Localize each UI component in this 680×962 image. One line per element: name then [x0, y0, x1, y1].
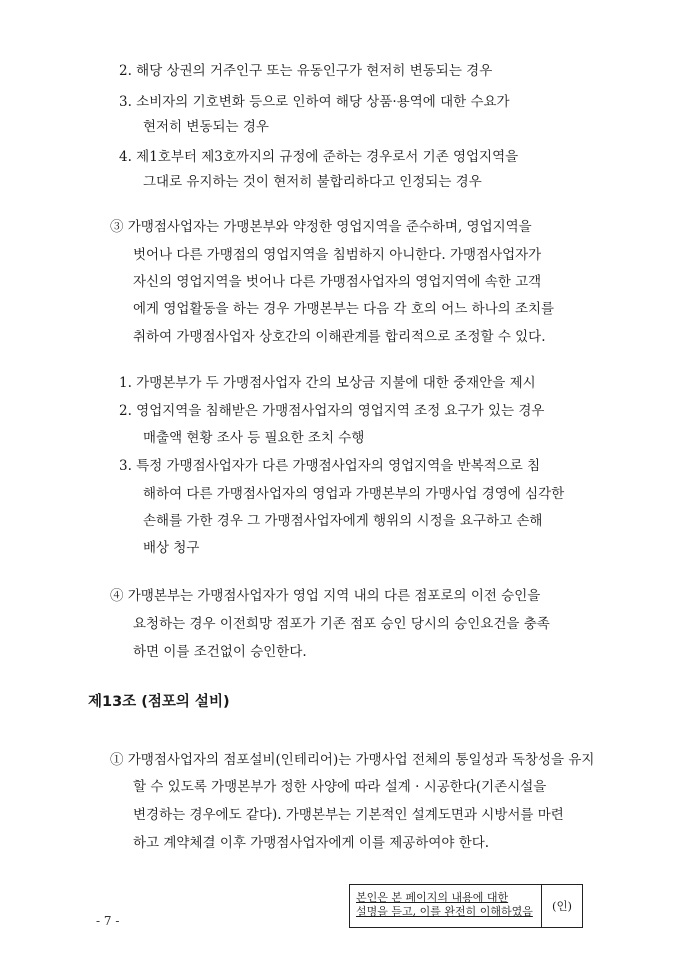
confirmation-text [350, 885, 542, 927]
list-a-item-3-cont: 현저히 변동되는 경우 [143, 119, 269, 135]
list-b-item-3-cont-1: 해하여 다른 가맹점사업자의 영업과 가맹본부의 가맹사업 경영에 심각한 [143, 486, 565, 502]
confirmation-line-2: 설명을 듣고, 이를 완전히 이해하였음 [356, 905, 533, 918]
list-b-item-1: 1. 가맹본부가 두 가맹점사업자 간의 보상금 지불에 대한 중재안을 제시 [119, 375, 536, 391]
page-number: - 7 - [96, 914, 120, 928]
clause-3-line-4: 에게 영업활동을 하는 경우 가맹본부는 다음 각 호의 어느 하나의 조치를 [133, 301, 555, 317]
article-13-clause-1-line-1: ① 가맹점사업자의 점포설비(인테리어)는 가맹사업 전체의 통일성과 독창성을 유지 [110, 752, 595, 768]
clause-3-line-1: ③ 가맹점사업자는 가맹본부와 약정한 영업지역을 준수하며, 영업지역을 [110, 219, 532, 235]
list-b-item-3-cont-3: 배상 청구 [143, 540, 200, 556]
clause-3-line-2: 벗어나 다른 가맹점의 영업지역을 침범하지 아니한다. 가맹점사업자가 [133, 247, 542, 263]
clause-3-line-3: 자신의 영업지역을 벗어나 다른 가맹점사업자의 영업지역에 속한 고객 [133, 274, 542, 290]
clause-3-line-5: 취하여 가맹점사업자 상호간의 이해관계를 합리적으로 조정할 수 있다. [133, 329, 546, 345]
list-a-item-4: 4. 제1호부터 제3호까지의 규정에 준하는 경우로서 기존 영업지역을 [119, 149, 519, 165]
list-b-item-2: 2. 영업지역을 침해받은 가맹점사업자의 영업지역 조정 요구가 있는 경우 [119, 403, 545, 419]
article-13-title: 제13조 (점포의 설비) [88, 694, 230, 710]
clause-4-line-2: 요청하는 경우 이전희망 점포가 기존 점포 승인 당시의 승인요건을 충족 [133, 616, 550, 632]
list-b-item-3-cont-2: 손해를 가한 경우 그 가맹점사업자에게 행위의 시정을 요구하고 손해 [143, 513, 543, 529]
article-13-clause-1-line-3: 변경하는 경우에도 같다). 가맹본부는 기본적인 설계도면과 시방서를 마련 [133, 807, 564, 823]
list-b-item-3: 3. 특정 가맹점사업자가 다른 가맹점사업자의 영업지역을 반복적으로 침 [119, 458, 541, 474]
confirmation-line-1: 본인은 본 페이지의 내용에 대한 [356, 891, 509, 904]
seal-mark[interactable]: (인) [551, 899, 573, 913]
list-a-item-4-cont: 그대로 유지하는 것이 현저히 불합리하다고 인정되는 경우 [143, 174, 482, 190]
confirmation-box [349, 884, 583, 928]
list-a-item-2: 2. 해당 상권의 거주인구 또는 유동인구가 현저히 변동되는 경우 [119, 63, 493, 79]
list-a-item-3: 3. 소비자의 기호변화 등으로 인하여 해당 상품·용역에 대한 수요가 [119, 94, 510, 110]
clause-4-line-3: 하면 이를 조건없이 승인한다. [133, 644, 307, 660]
article-13-clause-1-line-4: 하고 계약체결 이후 가맹점사업자에게 이를 제공하여야 한다. [133, 835, 490, 851]
clause-4-line-1: ④ 가맹본부는 가맹점사업자가 영업 지역 내의 다른 점포로의 이전 승인을 [110, 588, 541, 604]
article-13-clause-1-line-2: 할 수 있도록 가맹본부가 정한 사양에 따라 설계 · 시공한다(기존시설을 [133, 779, 547, 795]
list-b-item-2-cont: 매출액 현황 조사 등 필요한 조치 수행 [143, 430, 365, 446]
